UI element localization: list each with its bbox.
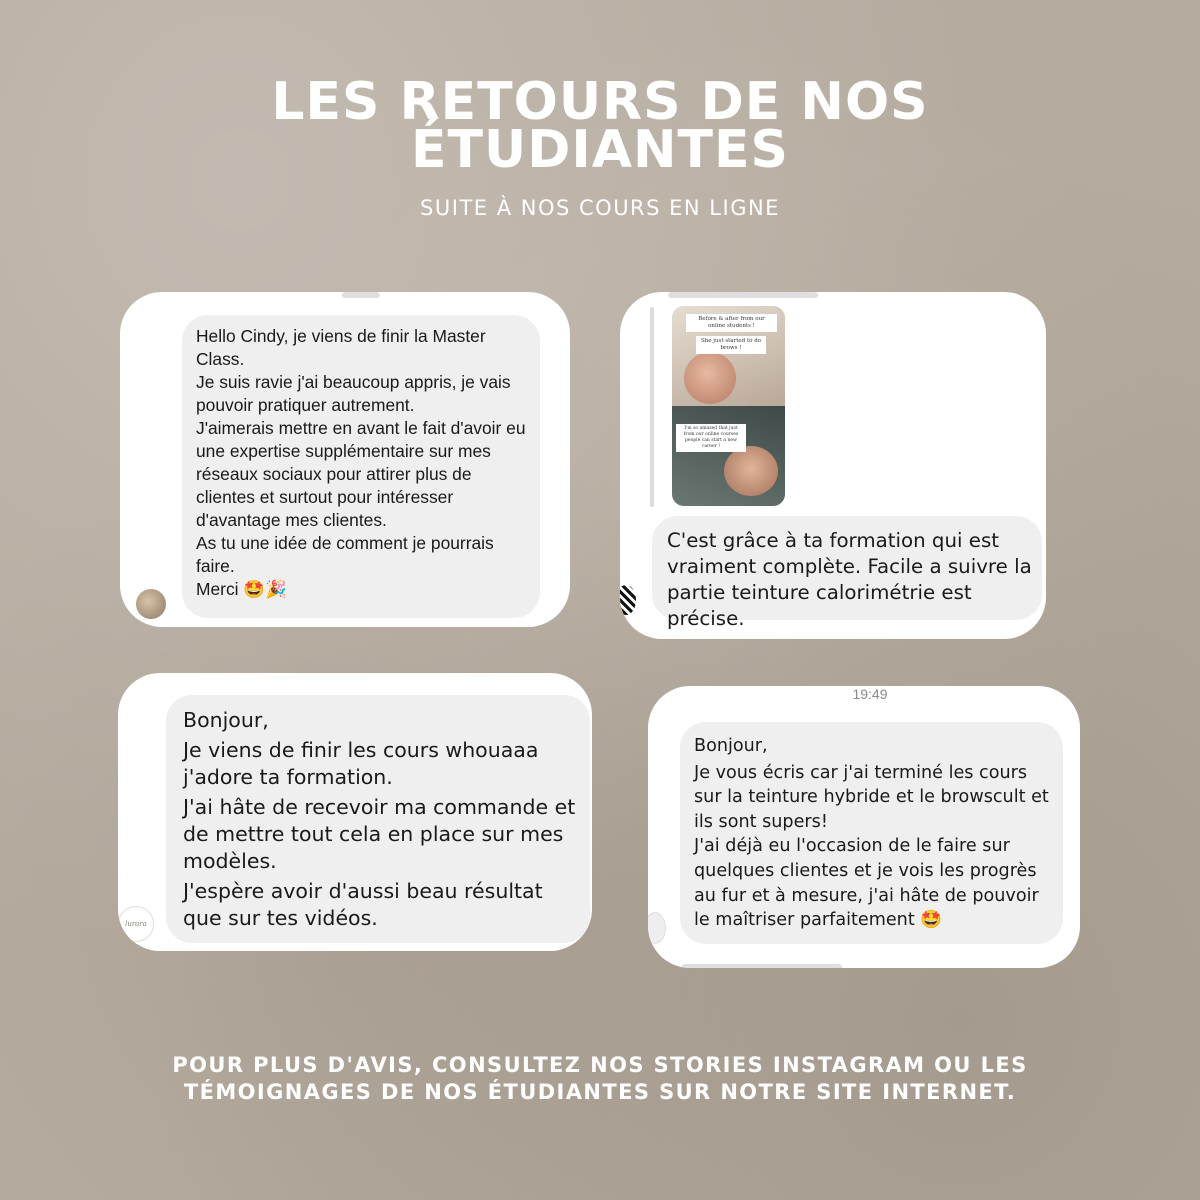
message-paragraph: Hello Cindy, je viens de finir la Master Class.: [196, 326, 486, 369]
message-paragraph: Je vous écris car j'ai terminé les cours sur la teinture hybride et le browscult et ils sont supers!: [694, 762, 1049, 832]
message-bubble: [182, 315, 540, 618]
avatar: [620, 585, 636, 615]
footer-line-1: POUR PLUS D'AVIS, CONSULTEZ NOS STORIES INSTAGRAM OU LES: [172, 1053, 1028, 1077]
face-photo-top: [684, 352, 736, 404]
message-paragraph: Je viens de finir les cours whouaaa j'adore ta formation.: [183, 738, 539, 789]
message-paragraph: J'ai hâte de recevoir ma commande et de mettre tout cela en place sur mes modèles.: [183, 795, 576, 873]
face-photo-bottom: [724, 446, 778, 496]
cropped-status-line: [682, 964, 842, 968]
avatar: [136, 589, 166, 619]
testimonial-card-3: [118, 673, 592, 951]
story-caption: Before & after from our online students !: [686, 314, 777, 332]
message-paragraph: C'est grâce à ta formation qui est vraiment complète. Facile a suivre la partie teinture calorimétrie est précise.: [667, 529, 1032, 630]
message-bubble: [652, 516, 1042, 630]
title-line-2: ÉTUDIANTES: [411, 120, 789, 180]
story-thumbnail[interactable]: [672, 306, 785, 506]
footer-note: [0, 1052, 1200, 1106]
story-caption: I'm so amazed that just from our online courses people can start a new career !: [676, 424, 746, 452]
message-timestamp: 19:49: [852, 686, 888, 702]
story-caption: She just started to do brows !: [696, 336, 766, 354]
message-paragraph: J'ai déjà eu l'occasion de le faire sur quelques clientes et je vois les progrès au fur et à mesure, j'ai hâte de pouvoir le maîtriser parfaitement 🤩: [694, 836, 1039, 931]
avatar: [648, 912, 666, 944]
testimonial-card-4: [648, 686, 1080, 968]
message-paragraph: J'aimerais mettre en avant le fait d'avoir eu une expertise supplémentaire sur mes réseaux sociaux pour attirer plus de clientes et surtout pour intéresser d'avantage mes clientes.: [196, 418, 526, 530]
footer-line-2: TÉMOIGNAGES DE NOS ÉTUDIANTES SUR NOTRE SITE INTERNET.: [183, 1080, 1017, 1104]
cropped-status-line: [342, 292, 380, 298]
message-bubble: [680, 722, 1063, 944]
message-paragraph: Merci 🤩🎉: [196, 579, 287, 599]
message-paragraph: Bonjour,: [694, 736, 768, 756]
title-line-1: LES RETOURS DE NOS: [271, 72, 929, 132]
page-subtitle: SUITE À NOS COURS EN LIGNE: [420, 196, 780, 220]
message-paragraph: J'espère avoir d'aussi beau résultat que sur tes vidéos.: [183, 879, 543, 930]
message-paragraph: Je suis ravie j'ai beaucoup appris, je vais pouvoir pratiquer autrement.: [196, 372, 511, 415]
page-title: [0, 72, 1200, 180]
message-bubble: [166, 695, 590, 943]
avatar: lurara: [118, 906, 154, 942]
message-paragraph: Bonjour,: [183, 708, 269, 732]
header: [0, 72, 1200, 220]
testimonial-card-2: [620, 292, 1046, 639]
message-paragraph: As tu une idée de comment je pourrais faire.: [196, 533, 494, 576]
reply-indicator-bar: [650, 307, 654, 507]
cropped-status-line: [668, 292, 818, 298]
testimonial-card-1: [120, 292, 570, 627]
